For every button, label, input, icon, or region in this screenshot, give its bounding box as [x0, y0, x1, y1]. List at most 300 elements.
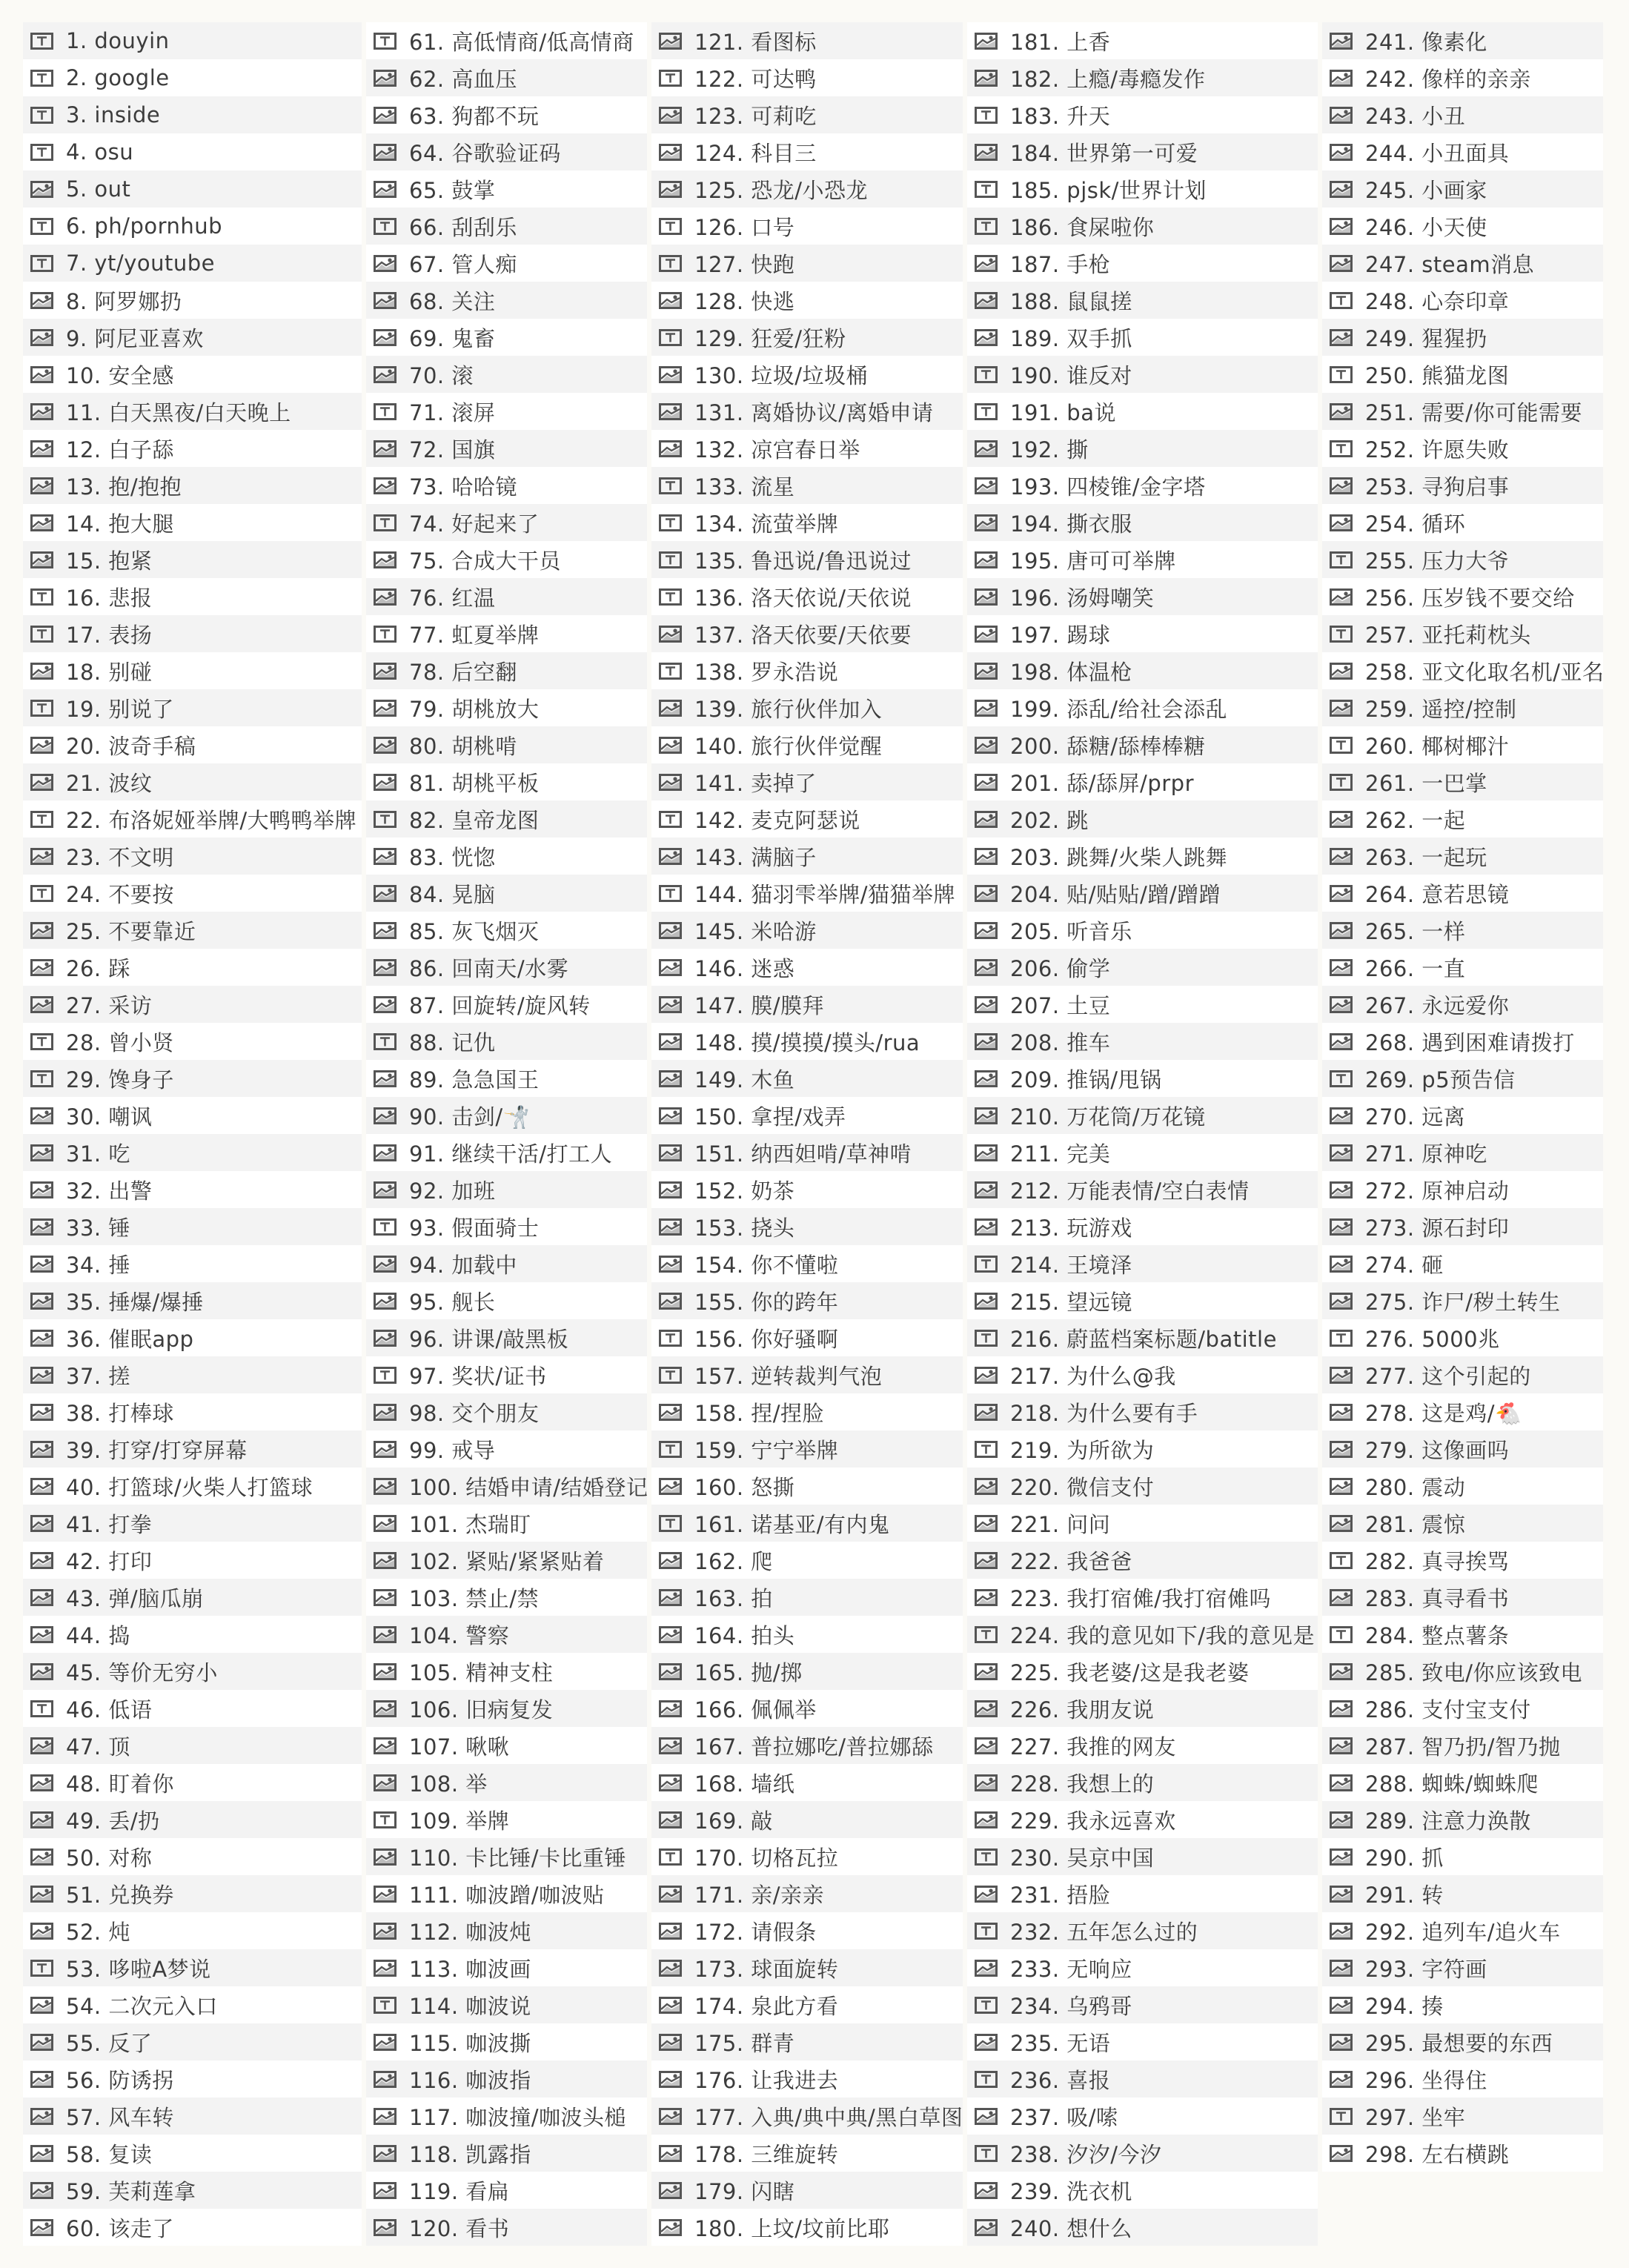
list-item[interactable]: [651, 986, 963, 1023]
list-item[interactable]: [23, 393, 362, 430]
list-item[interactable]: [366, 1208, 647, 1245]
list-item[interactable]: [967, 170, 1318, 208]
list-item[interactable]: [1322, 170, 1603, 208]
list-item[interactable]: [366, 1468, 647, 1505]
list-item[interactable]: [23, 1801, 362, 1838]
list-item[interactable]: [23, 319, 362, 356]
list-item[interactable]: [651, 875, 963, 912]
list-item[interactable]: [1322, 912, 1603, 949]
list-item[interactable]: [366, 949, 647, 986]
list-item[interactable]: [23, 1060, 362, 1097]
list-item[interactable]: [366, 541, 647, 578]
list-item[interactable]: [366, 1505, 647, 1542]
list-item[interactable]: [967, 1949, 1318, 1986]
list-item[interactable]: [23, 1912, 362, 1949]
list-item[interactable]: [967, 1097, 1318, 1134]
list-item[interactable]: [23, 800, 362, 838]
list-item[interactable]: [366, 393, 647, 430]
list-item[interactable]: [366, 615, 647, 652]
list-item[interactable]: [1322, 1245, 1603, 1282]
list-item[interactable]: [651, 467, 963, 504]
list-item[interactable]: [23, 875, 362, 912]
list-item[interactable]: [1322, 578, 1603, 615]
list-item[interactable]: [1322, 2135, 1603, 2172]
list-item[interactable]: [1322, 1912, 1603, 1949]
list-item[interactable]: [366, 59, 647, 96]
list-item[interactable]: [366, 2209, 647, 2246]
list-item[interactable]: [651, 2060, 963, 2098]
list-item[interactable]: [967, 1060, 1318, 1097]
list-item[interactable]: [23, 726, 362, 763]
list-item[interactable]: [651, 2209, 963, 2246]
list-item[interactable]: [1322, 1097, 1603, 1134]
list-item[interactable]: [23, 356, 362, 393]
list-item[interactable]: [651, 282, 963, 319]
list-item[interactable]: [23, 1023, 362, 1060]
list-item[interactable]: [651, 1875, 963, 1912]
list-item[interactable]: [366, 2060, 647, 2098]
list-item[interactable]: [1322, 1134, 1603, 1171]
list-item[interactable]: [23, 282, 362, 319]
list-item[interactable]: [651, 1430, 963, 1468]
list-item[interactable]: [1322, 1468, 1603, 1505]
list-item[interactable]: [23, 1764, 362, 1801]
list-item[interactable]: [366, 1616, 647, 1653]
list-item[interactable]: [967, 245, 1318, 282]
list-item[interactable]: [23, 541, 362, 578]
list-item[interactable]: [1322, 96, 1603, 133]
list-item[interactable]: [366, 2135, 647, 2172]
list-item[interactable]: [1322, 1653, 1603, 1690]
list-item[interactable]: [366, 1949, 647, 1986]
list-item[interactable]: [1322, 726, 1603, 763]
list-item[interactable]: [651, 1764, 963, 1801]
list-item[interactable]: [967, 800, 1318, 838]
list-item[interactable]: [967, 1245, 1318, 1282]
list-item[interactable]: [23, 1319, 362, 1356]
list-item[interactable]: [23, 208, 362, 245]
list-item[interactable]: [23, 1653, 362, 1690]
list-item[interactable]: [1322, 1949, 1603, 1986]
list-item[interactable]: [651, 1616, 963, 1653]
list-item[interactable]: [366, 763, 647, 800]
list-item[interactable]: [1322, 1060, 1603, 1097]
list-item[interactable]: [967, 2023, 1318, 2060]
list-item[interactable]: [23, 615, 362, 652]
list-item[interactable]: [967, 208, 1318, 245]
list-item[interactable]: [23, 467, 362, 504]
list-item[interactable]: [1322, 59, 1603, 96]
list-item[interactable]: [23, 1505, 362, 1542]
list-item[interactable]: [967, 393, 1318, 430]
list-item[interactable]: [651, 1023, 963, 1060]
list-item[interactable]: [366, 1542, 647, 1579]
list-item[interactable]: [1322, 763, 1603, 800]
list-item[interactable]: [651, 1468, 963, 1505]
list-item[interactable]: [23, 949, 362, 986]
list-item[interactable]: [23, 2172, 362, 2209]
list-item[interactable]: [23, 838, 362, 875]
list-item[interactable]: [651, 1393, 963, 1430]
list-item[interactable]: [651, 1838, 963, 1875]
list-item[interactable]: [23, 912, 362, 949]
list-item[interactable]: [23, 1838, 362, 1875]
list-item[interactable]: [651, 245, 963, 282]
list-item[interactable]: [1322, 430, 1603, 467]
list-item[interactable]: [651, 912, 963, 949]
list-item[interactable]: [366, 912, 647, 949]
list-item[interactable]: [23, 1727, 362, 1764]
list-item[interactable]: [366, 652, 647, 689]
list-item[interactable]: [651, 800, 963, 838]
list-item[interactable]: [23, 763, 362, 800]
list-item[interactable]: [366, 1245, 647, 1282]
list-item[interactable]: [366, 245, 647, 282]
list-item[interactable]: [967, 1208, 1318, 1245]
list-item[interactable]: [967, 1134, 1318, 1171]
list-item[interactable]: [651, 1171, 963, 1208]
list-item[interactable]: [23, 1171, 362, 1208]
list-item[interactable]: [1322, 245, 1603, 282]
list-item[interactable]: [1322, 1727, 1603, 1764]
list-item[interactable]: [366, 133, 647, 170]
list-item[interactable]: [1322, 1282, 1603, 1319]
list-item[interactable]: [366, 1986, 647, 2023]
list-item[interactable]: [651, 2023, 963, 2060]
list-item[interactable]: [23, 1356, 362, 1393]
list-item[interactable]: [23, 96, 362, 133]
list-item[interactable]: [1322, 319, 1603, 356]
list-item[interactable]: [23, 504, 362, 541]
list-item[interactable]: [651, 1208, 963, 1245]
list-item[interactable]: [23, 986, 362, 1023]
list-item[interactable]: [366, 504, 647, 541]
list-item[interactable]: [1322, 467, 1603, 504]
list-item[interactable]: [1322, 1838, 1603, 1875]
list-item[interactable]: [967, 1430, 1318, 1468]
list-item[interactable]: [1322, 1801, 1603, 1838]
list-item[interactable]: [967, 1319, 1318, 1356]
list-item[interactable]: [967, 578, 1318, 615]
list-item[interactable]: [967, 1801, 1318, 1838]
list-item[interactable]: [967, 838, 1318, 875]
list-item[interactable]: [651, 1505, 963, 1542]
list-item[interactable]: [967, 22, 1318, 59]
list-item[interactable]: [651, 2135, 963, 2172]
list-item[interactable]: [651, 578, 963, 615]
list-item[interactable]: [1322, 1764, 1603, 1801]
list-item[interactable]: [23, 1986, 362, 2023]
list-item[interactable]: [1322, 949, 1603, 986]
list-item[interactable]: [967, 1690, 1318, 1727]
list-item[interactable]: [967, 1579, 1318, 1616]
list-item[interactable]: [967, 1393, 1318, 1430]
list-item[interactable]: [967, 282, 1318, 319]
list-item[interactable]: [1322, 393, 1603, 430]
list-item[interactable]: [1322, 1505, 1603, 1542]
list-item[interactable]: [651, 1653, 963, 1690]
list-item[interactable]: [366, 1764, 647, 1801]
list-item[interactable]: [366, 578, 647, 615]
list-item[interactable]: [967, 615, 1318, 652]
list-item[interactable]: [651, 319, 963, 356]
list-item[interactable]: [1322, 1023, 1603, 1060]
list-item[interactable]: [23, 1616, 362, 1653]
list-item[interactable]: [651, 2172, 963, 2209]
list-item[interactable]: [366, 22, 647, 59]
list-item-label: 35. 捶爆/爆捶: [66, 1289, 204, 1315]
list-item[interactable]: [967, 59, 1318, 96]
list-item[interactable]: [967, 504, 1318, 541]
list-item[interactable]: [967, 1764, 1318, 1801]
list-item[interactable]: [1322, 1875, 1603, 1912]
list-item[interactable]: [967, 986, 1318, 1023]
list-item[interactable]: [366, 689, 647, 726]
list-item[interactable]: [23, 245, 362, 282]
list-item[interactable]: [967, 2060, 1318, 2098]
list-item[interactable]: [651, 1134, 963, 1171]
list-item[interactable]: [23, 1134, 362, 1171]
list-item[interactable]: [23, 1208, 362, 1245]
list-item[interactable]: [23, 1875, 362, 1912]
list-item[interactable]: [651, 208, 963, 245]
list-item[interactable]: [651, 838, 963, 875]
list-item[interactable]: [366, 2098, 647, 2135]
list-item[interactable]: [366, 1060, 647, 1097]
list-item[interactable]: [23, 2135, 362, 2172]
list-item[interactable]: [366, 96, 647, 133]
list-item[interactable]: [967, 356, 1318, 393]
list-item[interactable]: [967, 96, 1318, 133]
list-item[interactable]: [651, 1912, 963, 1949]
list-item[interactable]: [651, 133, 963, 170]
list-item[interactable]: [1322, 1171, 1603, 1208]
list-item[interactable]: [967, 1616, 1318, 1653]
list-item[interactable]: [651, 430, 963, 467]
list-item[interactable]: [1322, 1986, 1603, 2023]
list-item[interactable]: [366, 1727, 647, 1764]
list-item[interactable]: [1322, 1542, 1603, 1579]
list-item[interactable]: [967, 1727, 1318, 1764]
list-item[interactable]: [967, 133, 1318, 170]
list-item[interactable]: [1322, 1616, 1603, 1653]
list-item[interactable]: [23, 578, 362, 615]
list-item[interactable]: [23, 430, 362, 467]
list-item[interactable]: [651, 1542, 963, 1579]
list-item[interactable]: [651, 22, 963, 59]
list-item[interactable]: [1322, 541, 1603, 578]
list-item[interactable]: [23, 133, 362, 170]
list-item[interactable]: [1322, 689, 1603, 726]
list-item[interactable]: [23, 1393, 362, 1430]
list-item[interactable]: [366, 800, 647, 838]
list-item[interactable]: [1322, 652, 1603, 689]
list-item[interactable]: [651, 2098, 963, 2135]
list-item[interactable]: [967, 875, 1318, 912]
list-item[interactable]: [366, 1171, 647, 1208]
list-item[interactable]: [651, 1319, 963, 1356]
list-item[interactable]: [366, 319, 647, 356]
list-item[interactable]: [651, 1949, 963, 1986]
image-type-icon: [374, 329, 397, 346]
list-item[interactable]: [366, 1430, 647, 1468]
list-item[interactable]: [651, 1245, 963, 1282]
list-item[interactable]: [967, 1542, 1318, 1579]
list-item[interactable]: [651, 59, 963, 96]
list-item[interactable]: [651, 763, 963, 800]
list-item[interactable]: [1322, 133, 1603, 170]
list-item[interactable]: [366, 838, 647, 875]
list-item[interactable]: [23, 1245, 362, 1282]
list-item[interactable]: [1322, 875, 1603, 912]
list-item[interactable]: [967, 949, 1318, 986]
list-item[interactable]: [967, 2098, 1318, 2135]
list-item[interactable]: [967, 652, 1318, 689]
list-item[interactable]: [1322, 800, 1603, 838]
list-item[interactable]: [23, 22, 362, 59]
list-item[interactable]: [1322, 1393, 1603, 1430]
list-item[interactable]: [366, 1653, 647, 1690]
list-item[interactable]: [651, 504, 963, 541]
list-item[interactable]: [651, 1579, 963, 1616]
list-item[interactable]: [366, 2023, 647, 2060]
list-item[interactable]: [23, 2023, 362, 2060]
list-item[interactable]: [366, 1838, 647, 1875]
list-item[interactable]: [967, 1023, 1318, 1060]
list-item[interactable]: [1322, 2023, 1603, 2060]
list-item[interactable]: [967, 1282, 1318, 1319]
list-item[interactable]: [366, 1579, 647, 1616]
list-item[interactable]: [23, 59, 362, 96]
list-item[interactable]: [967, 1838, 1318, 1875]
list-item[interactable]: [651, 615, 963, 652]
list-item[interactable]: [23, 2209, 362, 2246]
list-item[interactable]: [23, 1282, 362, 1319]
list-item[interactable]: [967, 541, 1318, 578]
list-item[interactable]: [651, 1727, 963, 1764]
list-item[interactable]: [23, 1542, 362, 1579]
list-item[interactable]: [366, 430, 647, 467]
list-item[interactable]: [366, 1356, 647, 1393]
list-item[interactable]: [1322, 986, 1603, 1023]
list-item[interactable]: [651, 393, 963, 430]
list-item[interactable]: [23, 2060, 362, 2098]
list-item[interactable]: [366, 1393, 647, 1430]
list-item[interactable]: [23, 689, 362, 726]
list-item[interactable]: [651, 652, 963, 689]
list-item[interactable]: [967, 430, 1318, 467]
list-item[interactable]: [366, 986, 647, 1023]
list-item[interactable]: [967, 726, 1318, 763]
list-item[interactable]: [366, 1319, 647, 1356]
list-item[interactable]: [366, 1801, 647, 1838]
list-item[interactable]: [23, 1468, 362, 1505]
list-item[interactable]: [1322, 1579, 1603, 1616]
list-item[interactable]: [23, 2098, 362, 2135]
list-item[interactable]: [651, 1986, 963, 2023]
list-item[interactable]: [1322, 1319, 1603, 1356]
list-item[interactable]: [651, 1801, 963, 1838]
list-item[interactable]: [967, 1875, 1318, 1912]
list-item[interactable]: [23, 1097, 362, 1134]
list-item[interactable]: [967, 319, 1318, 356]
list-item[interactable]: [23, 652, 362, 689]
list-item[interactable]: [366, 726, 647, 763]
list-item[interactable]: [651, 96, 963, 133]
list-item[interactable]: [967, 763, 1318, 800]
list-item[interactable]: [651, 1282, 963, 1319]
list-item[interactable]: [651, 689, 963, 726]
list-item[interactable]: [967, 912, 1318, 949]
list-item[interactable]: [651, 1690, 963, 1727]
list-item[interactable]: [1322, 1208, 1603, 1245]
list-item[interactable]: [967, 2209, 1318, 2246]
list-item[interactable]: [651, 1060, 963, 1097]
list-item[interactable]: [967, 1505, 1318, 1542]
list-item[interactable]: [651, 170, 963, 208]
list-item[interactable]: [1322, 838, 1603, 875]
list-item[interactable]: [23, 1949, 362, 1986]
list-item[interactable]: [967, 1986, 1318, 2023]
list-item[interactable]: [967, 689, 1318, 726]
list-item[interactable]: [967, 2172, 1318, 2209]
list-item[interactable]: [366, 1097, 647, 1134]
list-item[interactable]: [366, 875, 647, 912]
list-item[interactable]: [1322, 2098, 1603, 2135]
list-item[interactable]: [967, 1653, 1318, 1690]
list-item[interactable]: [651, 1097, 963, 1134]
list-item[interactable]: [1322, 282, 1603, 319]
list-item[interactable]: [1322, 504, 1603, 541]
list-item[interactable]: [23, 170, 362, 208]
list-item[interactable]: [1322, 356, 1603, 393]
list-item[interactable]: [366, 1023, 647, 1060]
list-item[interactable]: [967, 2135, 1318, 2172]
list-item[interactable]: [23, 1430, 362, 1468]
list-item[interactable]: [366, 1282, 647, 1319]
list-item[interactable]: [366, 208, 647, 245]
list-item[interactable]: [651, 949, 963, 986]
list-item[interactable]: [967, 1468, 1318, 1505]
list-item[interactable]: [366, 1875, 647, 1912]
list-item[interactable]: [23, 1579, 362, 1616]
list-item[interactable]: [1322, 1690, 1603, 1727]
list-item[interactable]: [651, 356, 963, 393]
list-item[interactable]: [651, 1356, 963, 1393]
list-item[interactable]: [366, 356, 647, 393]
list-item[interactable]: [651, 726, 963, 763]
list-item[interactable]: [366, 1134, 647, 1171]
list-item[interactable]: [967, 1356, 1318, 1393]
list-item[interactable]: [1322, 208, 1603, 245]
list-item[interactable]: [366, 1912, 647, 1949]
list-item[interactable]: [967, 1912, 1318, 1949]
list-item[interactable]: [1322, 2060, 1603, 2098]
list-item[interactable]: [366, 1690, 647, 1727]
list-item[interactable]: [366, 467, 647, 504]
list-item[interactable]: [1322, 1430, 1603, 1468]
list-item[interactable]: [1322, 1356, 1603, 1393]
list-item[interactable]: [366, 170, 647, 208]
list-item[interactable]: [651, 541, 963, 578]
list-item[interactable]: [1322, 22, 1603, 59]
list-item[interactable]: [967, 1171, 1318, 1208]
list-item[interactable]: [23, 1690, 362, 1727]
list-item[interactable]: [1322, 615, 1603, 652]
list-item[interactable]: [967, 467, 1318, 504]
list-item[interactable]: [366, 2172, 647, 2209]
list-item[interactable]: [366, 282, 647, 319]
